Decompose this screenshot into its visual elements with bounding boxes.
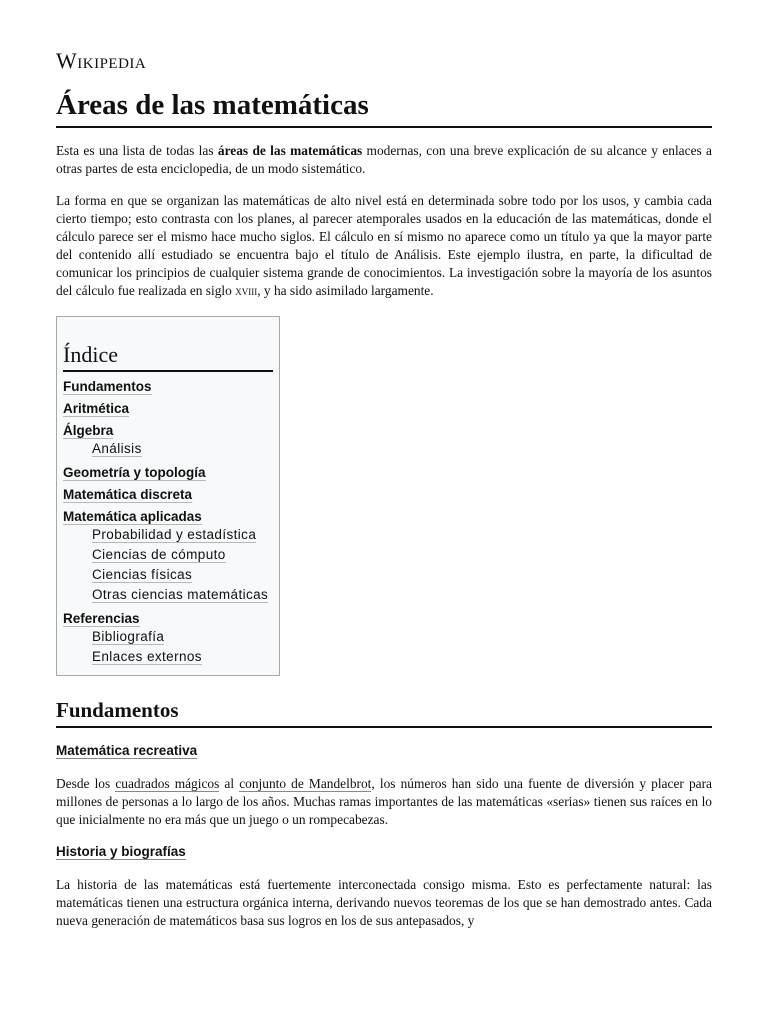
wikipedia-logo[interactable]: Wikipedia (56, 48, 147, 73)
subsection-heading-recreativa[interactable] (56, 742, 712, 759)
page-title: Áreas de las matemáticas (56, 88, 712, 128)
recreativa-text-1: Desde los (56, 776, 116, 791)
toc-item[interactable] (63, 378, 273, 395)
toc-item[interactable] (63, 546, 273, 563)
toc-item[interactable] (63, 464, 273, 481)
century-numeral: xviii (235, 283, 258, 298)
toc-link[interactable]: Aritmética (63, 401, 130, 416)
intro-paragraph-1 (56, 142, 712, 178)
toc-link[interactable]: Fundamentos (63, 379, 152, 394)
toc-item[interactable] (63, 648, 273, 665)
toc-item[interactable] (63, 628, 273, 645)
toc-item[interactable] (63, 400, 273, 417)
subsection-link-historia[interactable]: Historia y biografías (56, 844, 186, 859)
toc-item[interactable] (63, 486, 273, 503)
intro-p1-text: Esta es una lista de todas las (56, 143, 218, 158)
toc-link[interactable]: Álgebra (63, 423, 114, 438)
recreativa-text-3: , los números han sido una fuente de diversión y placer para millones de personas a lo largo de los años. Muchas ramas importantes de las matemáticas «serias» tienen sus raíces en lo que inicialmente no era más que un juego o un rompecabezas. (56, 776, 712, 827)
recreativa-text-2: al (219, 776, 240, 791)
intro-p2-text: La forma en que se organizan las matemáticas de alto nivel está en determinada sobre todo por los usos, y cambia cada cierto tiempo; esto contrasta con los planes, al parecer atemporales usados en la educación de las matemáticas, donde el cálculo parece ser el mismo hace mucho siglos. El cálculo en sí mismo no aparece como un título ya que la mayor parte del contenido allí estudiado se encuentra bajo el título de Análisis. Este ejemplo ilustra, en parte, la dificultad de comunicar los principios de cualquier sistema grande de conocimientos. La investigación sobre la mayoría de los asuntos del cálculo fue realizada en siglo (56, 193, 712, 298)
toc-title: Índice (63, 341, 273, 372)
link-conjunto-mandelbrot[interactable]: conjunto de Mandelbrot (239, 776, 372, 791)
toc-item[interactable] (63, 440, 273, 457)
intro-p2-text-end: , y ha sido asimilado largamente. (257, 283, 434, 298)
toc-link[interactable]: Otras ciencias matemáticas (92, 587, 269, 602)
toc-link[interactable]: Bibliografía (92, 629, 165, 644)
intro-p1-text-end: modernas, con una breve explicación de su alcance y enlaces a otras partes de esta enciclopedia, de un modo sistemático. (56, 143, 712, 176)
historia-paragraph: La historia de las matemáticas está fuertemente interconectada consigo misma. Esto es perfectamente natural: las matemáticas tienen una estructura orgánica interna, derivando nuevos teoremas de los que se han demostrado antes. Cada nueva generación de matemáticos basa sus logros en los de sus antepasados, y (56, 877, 712, 928)
section-heading-fundamentos: Fundamentos (56, 696, 712, 728)
toc-item[interactable] (63, 422, 273, 439)
toc-item[interactable] (63, 610, 273, 627)
toc-list (63, 378, 273, 665)
recreativa-paragraph (56, 775, 712, 829)
toc-link[interactable]: Ciencias físicas (92, 567, 193, 582)
toc-link[interactable]: Probabilidad y estadística (92, 527, 257, 542)
toc-link[interactable]: Análisis (92, 441, 142, 456)
toc-item[interactable] (63, 566, 273, 583)
toc-link[interactable]: Ciencias de cómputo (92, 547, 226, 562)
toc-item[interactable] (63, 586, 273, 603)
toc-link[interactable]: Enlaces externos (92, 649, 202, 664)
toc-link[interactable]: Referencias (63, 611, 140, 626)
subsection-link-recreativa[interactable]: Matemática recreativa (56, 743, 198, 758)
toc-link[interactable]: Matemática aplicadas (63, 509, 202, 524)
table-of-contents (56, 316, 280, 676)
toc-item[interactable] (63, 526, 273, 543)
intro-paragraph-2 (56, 192, 712, 300)
subsection-heading-historia[interactable] (56, 843, 712, 860)
intro-p1-bold: áreas de las matemáticas (217, 143, 363, 158)
toc-link[interactable]: Geometría y topología (63, 465, 206, 480)
toc-item[interactable] (63, 508, 273, 525)
toc-link[interactable]: Matemática discreta (63, 487, 193, 502)
article-page (56, 0, 712, 930)
link-cuadrados-magicos[interactable]: cuadrados mágicos (115, 776, 220, 791)
